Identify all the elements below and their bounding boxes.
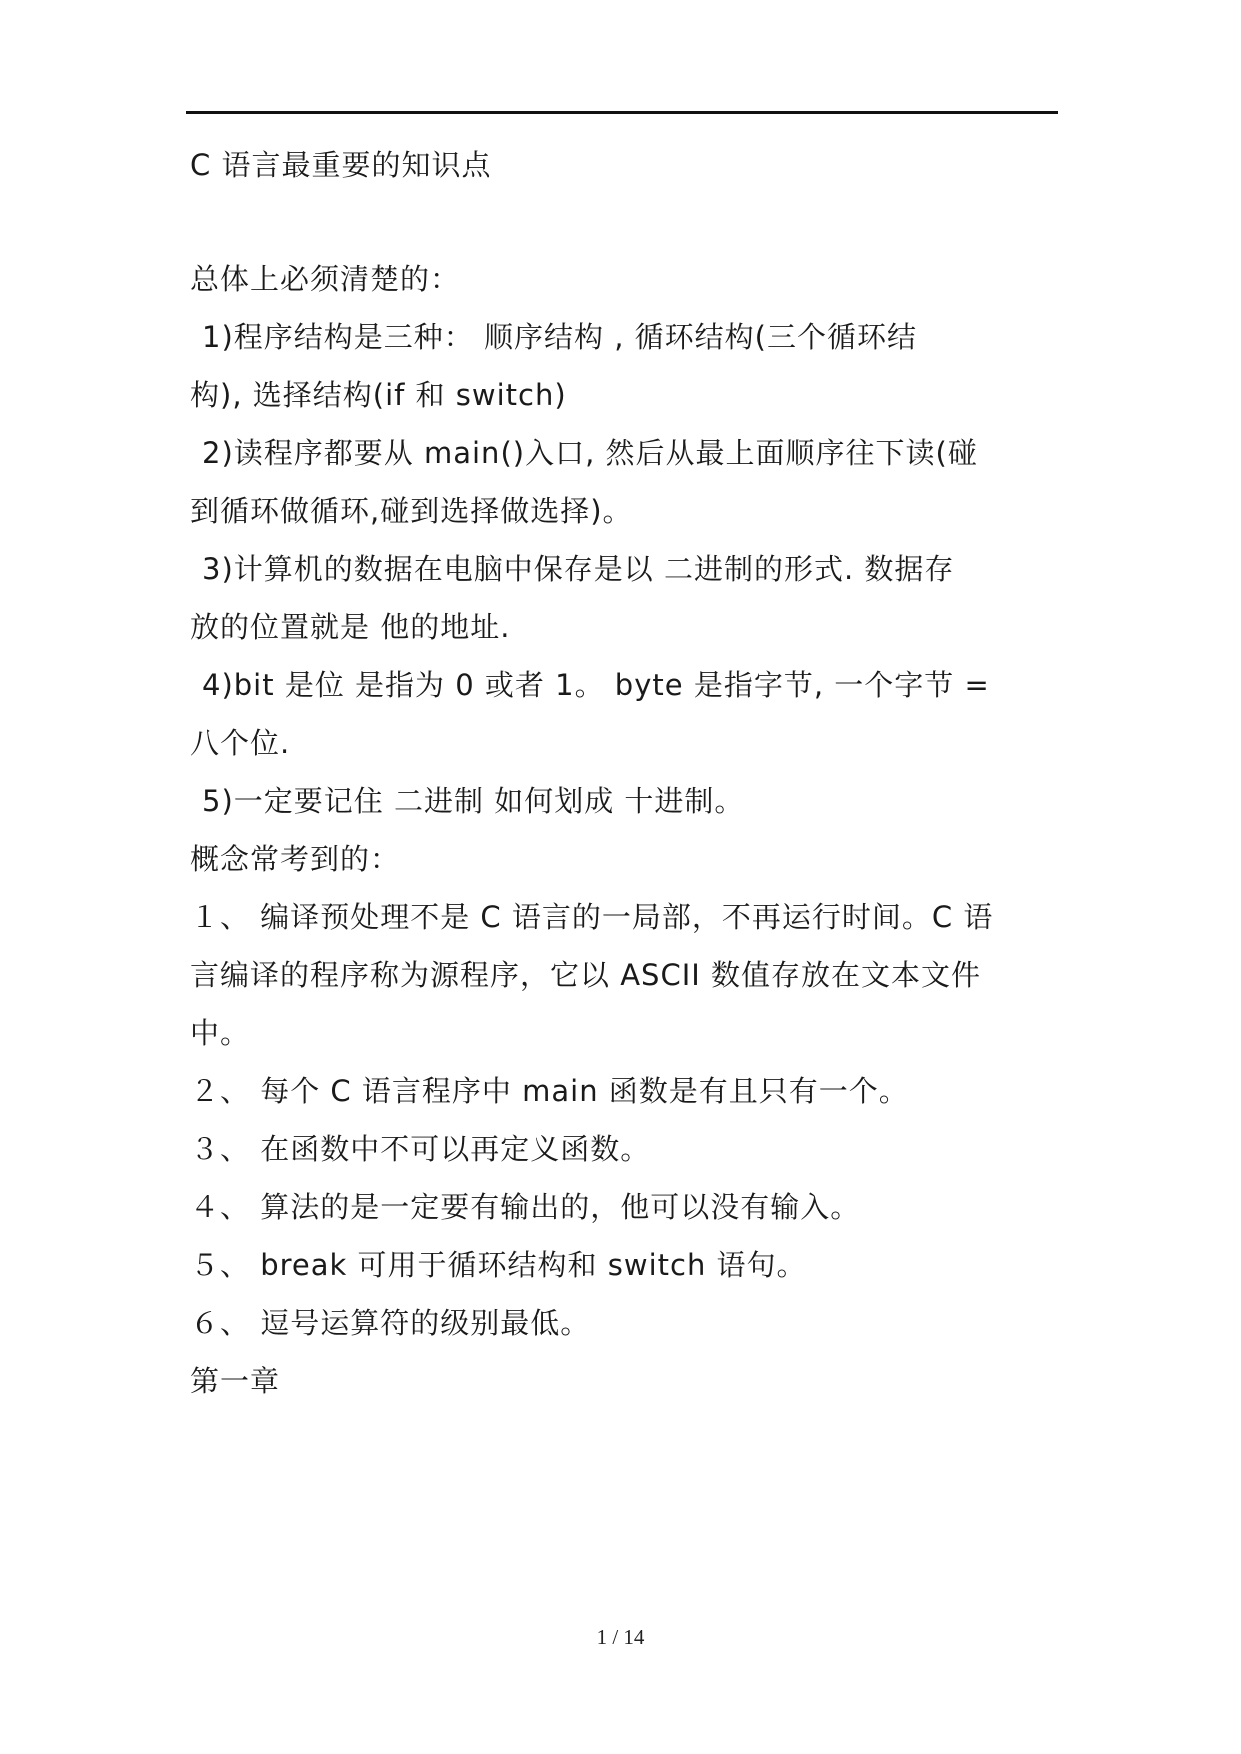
section-heading-concepts: 概念常考到的： <box>190 842 401 876</box>
overall-point-line: 2)读程序都要从 main()入口, 然后从最上面顺序往下读(碰 <box>202 436 978 470</box>
header-rule <box>186 111 1058 114</box>
chapter-heading: 第一章 <box>190 1364 281 1398</box>
concept-point-line: １、 编译预处理不是 C 语言的一局部，不再运行时间。C 语 <box>190 900 994 934</box>
overall-point-line: 5)一定要记住 二进制 如何划成 十进制。 <box>202 784 745 818</box>
document-title: C 语言最重要的知识点 <box>190 148 492 182</box>
concept-point-line: ３、 在函数中不可以再定义函数。 <box>190 1132 651 1166</box>
concept-point-line: ４、 算法的是一定要有输出的，他可以没有输入。 <box>190 1190 861 1224</box>
concept-point-line: 中。 <box>190 1016 251 1050</box>
concept-point-line: ２、 每个 C 语言程序中 main 函数是有且只有一个。 <box>190 1074 909 1108</box>
overall-point-line: 八个位. <box>190 726 291 760</box>
overall-point-line: 到循环做循环,碰到选择做选择)。 <box>190 494 633 528</box>
overall-point-line: 4)bit 是位 是指为 0 或者 1。 byte 是指字节, 一个字节 = <box>202 668 990 702</box>
page-number: 1 / 14 <box>596 1625 645 1649</box>
concept-point-line: 言编译的程序称为源程序，它以 ASCII 数值存放在文本文件 <box>190 958 982 992</box>
overall-point-line: 3)计算机的数据在电脑中保存是以 二进制的形式. 数据存 <box>202 552 955 586</box>
concept-point-line: ５、 break 可用于循环结构和 switch 语句。 <box>190 1248 807 1282</box>
overall-point-line: 放的位置就是 他的地址. <box>190 610 511 644</box>
section-heading-overall: 总体上必须清楚的： <box>190 262 461 296</box>
overall-point-line: 1)程序结构是三种： 顺序结构 , 循环结构(三个循环结 <box>202 320 917 354</box>
overall-point-line: 构), 选择结构(if 和 switch) <box>190 378 567 412</box>
concept-point-line: ６、 逗号运算符的级别最低。 <box>190 1306 591 1340</box>
